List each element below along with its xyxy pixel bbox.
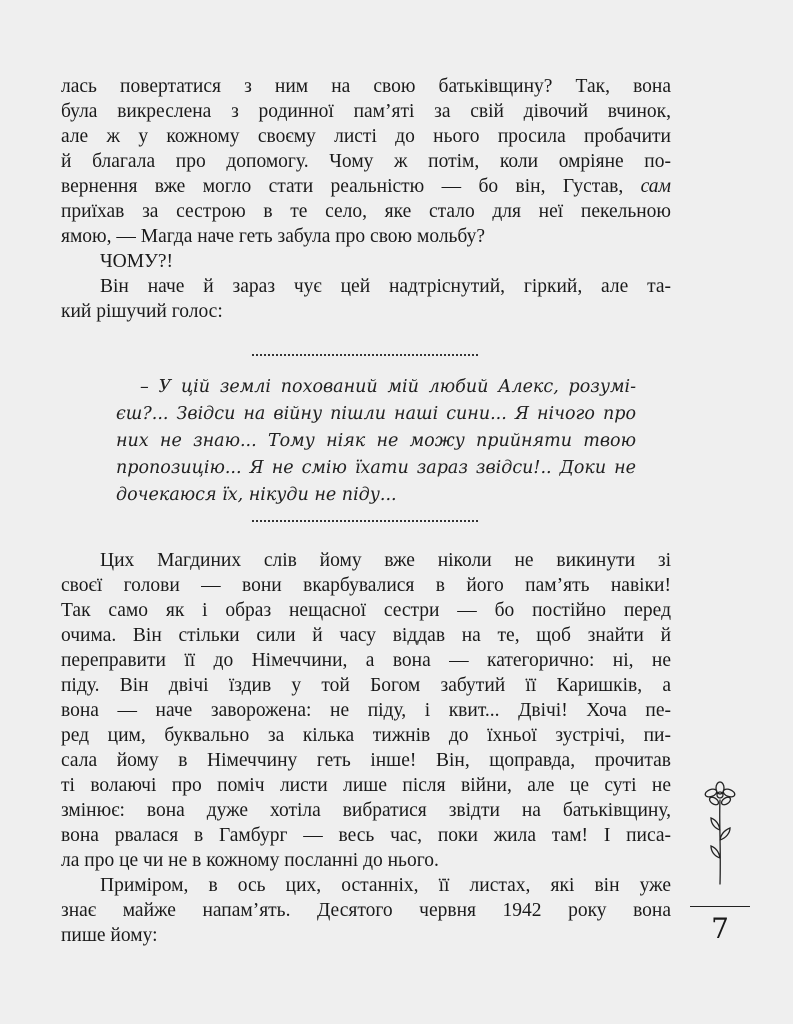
body-text-line: знає майже напам’ять. Десятого червня 1942 року вона	[61, 900, 671, 921]
body-text-line: лась повертатися з ним на свою батьківщину? Так, вона	[61, 76, 671, 97]
body-text-line: але ж у кожному своєму листі до нього просила пробачити	[61, 126, 671, 147]
body-text-line: вона — наче заворожена: не піду, і квит... Двічі! Хоча пе-	[61, 700, 671, 721]
handwritten-quote-line: єш?... Звідси на війну пішли наші сини... Я нічого про	[116, 404, 636, 424]
body-text-line: своєї голови — вони вкарбувалися в його пам’ять навіки!	[61, 575, 671, 596]
body-text-line: вона рвалася в Гамбург — весь час, поки жила там! І писа-	[61, 825, 671, 846]
footer-rule	[690, 906, 750, 907]
body-text-line: кий рішучий голос:	[61, 301, 223, 322]
page-number: 7	[711, 912, 729, 945]
handwritten-quote-line: – У цій землі похований мій любий Алекс, розумі-	[140, 377, 636, 397]
body-text-line: переправити її до Німеччини, а вона — категорично: ні, не	[61, 650, 671, 671]
flower-ornament-icon	[690, 778, 750, 890]
body-text-line: ред цим, буквально за кілька тижнів до їхньої зустрічі, пи-	[61, 725, 671, 746]
body-text-line-with-emphasis	[61, 174, 671, 199]
body-text-line: ла про це чи не в кожному посланні до нього.	[61, 850, 439, 871]
body-text-segment: вернення вже могло стати реальністю — бо він, Густав,	[61, 176, 641, 197]
body-text-line: очима. Він стільки сили й часу віддав на те, щоб знайти й	[61, 625, 671, 646]
body-text-line: Цих Магдиних слів йому вже ніколи не викинути зі	[100, 550, 671, 571]
body-text-line: приїхав за сестрою в те село, яке стало для неї пекельною	[61, 201, 671, 222]
handwritten-quote-line: пропозицію... Я не смію їхати зараз звідси!.. Доки не	[116, 458, 636, 478]
quote-top-divider	[252, 354, 478, 356]
exclamation-paragraph: ЧОМУ?!	[100, 251, 174, 272]
body-text-line: Так само як і образ нещасної сестри — бо постійно перед	[61, 600, 671, 621]
emphasis-word: сам	[640, 176, 671, 197]
body-text-line: сала йому в Німеччину геть інше! Він, щоправда, прочитав	[61, 750, 671, 771]
body-text-line: Він наче й зараз чує цей надтріснутий, гіркий, але та-	[100, 276, 671, 297]
body-text-line: Приміром, в ось цих, останніх, її листах, які він уже	[100, 875, 671, 896]
body-text-line: піду. Він двічі їздив у той Богом забутий її Каришків, а	[61, 675, 671, 696]
body-text-line: ті волаючі про поміч листи лише після війни, але це суті не	[61, 775, 671, 796]
body-text-line: й благала про допомогу. Чому ж потім, коли омріяне по-	[61, 151, 671, 172]
body-text-line: змінює: вона дуже хотіла вибратися звідти на батьківщину,	[61, 800, 671, 821]
body-text-line: ямою, — Магда наче геть забула про свою мольбу?	[61, 226, 486, 247]
body-text-line: була викреслена з родинної пам’яті за свій дівочий вчинок,	[61, 101, 671, 122]
handwritten-quote-line: дочекаюся їх, нікуди не піду...	[116, 485, 397, 505]
quote-bottom-divider	[252, 520, 478, 522]
handwritten-quote-line: них не знаю... Тому ніяк не можу прийняти твою	[116, 431, 636, 451]
body-text-line: пише йому:	[61, 925, 158, 946]
